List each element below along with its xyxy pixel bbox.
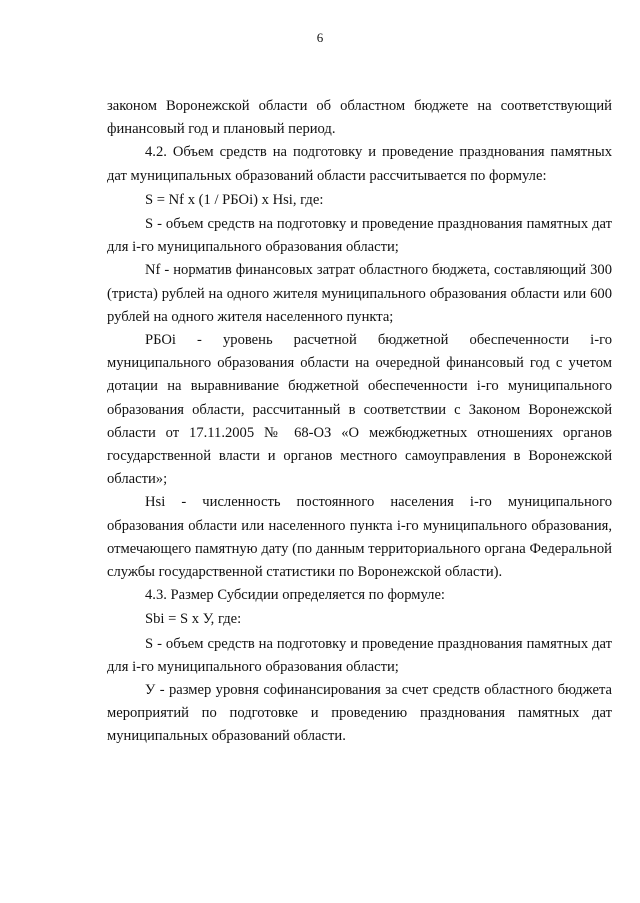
paragraph-clause-4-2: 4.2. Объем средств на подготовку и проведение празднования памятных дат муниципальных образований области рассчитывается по формуле: <box>107 144 612 184</box>
formula-sbi: Sbi = S х У, где: <box>145 611 242 628</box>
definition-rboi: РБОi - уровень расчетной бюджетной обеспеченности i-го муниципального образования области на очередной финансовый год с учетом дотации на выравнивание бюджетной обеспеченности i-го муниципального образования области, рассчитанный в соответствии с Законом Воронежской области от 17.11.2005 № 68-ОЗ «О межбюджетных отношениях органов государственной власти и органов местного самоуправления в Воронежской области»; <box>107 332 612 488</box>
definition-u: У - размер уровня софинансирования за счет средств областного бюджета мероприятий по подготовке и проведению празднования памятных дат муниципальных образований области. <box>107 682 612 745</box>
document-body <box>107 95 612 749</box>
page-number: 6 <box>316 30 324 45</box>
definition-hsi: Hsi - численность постоянного населения i-го муниципального образования области или населенного пункта i-го муниципального образования, отмечающего памятную дату (по данным территориального органа Федеральной службы государственной статистики по Воронежской области). <box>107 494 612 581</box>
definition-s: S - объем средств на подготовку и проведение празднования памятных дат для i-го муниципального образования области; <box>107 216 612 256</box>
formula-s: S = Nf x (1 / РБОi) x Hsi, где: <box>145 191 324 208</box>
paragraph-continuation: законом Воронежской области об областном бюджете на соответствующий финансовый год и плановый период. <box>107 98 612 138</box>
paragraph-clause-4-3: 4.3. Размер Субсидии определяется по формуле: <box>145 587 445 604</box>
definition-nf: Nf - норматив финансовых затрат областного бюджета, составляющий 300 (триста) рублей на одного жителя муниципального образования области или 600 рублей на одного жителя населенного пункта; <box>107 262 612 325</box>
definition-s-repeat: S - объем средств на подготовку и проведение празднования памятных дат для i-го муниципального образования области; <box>107 635 612 675</box>
